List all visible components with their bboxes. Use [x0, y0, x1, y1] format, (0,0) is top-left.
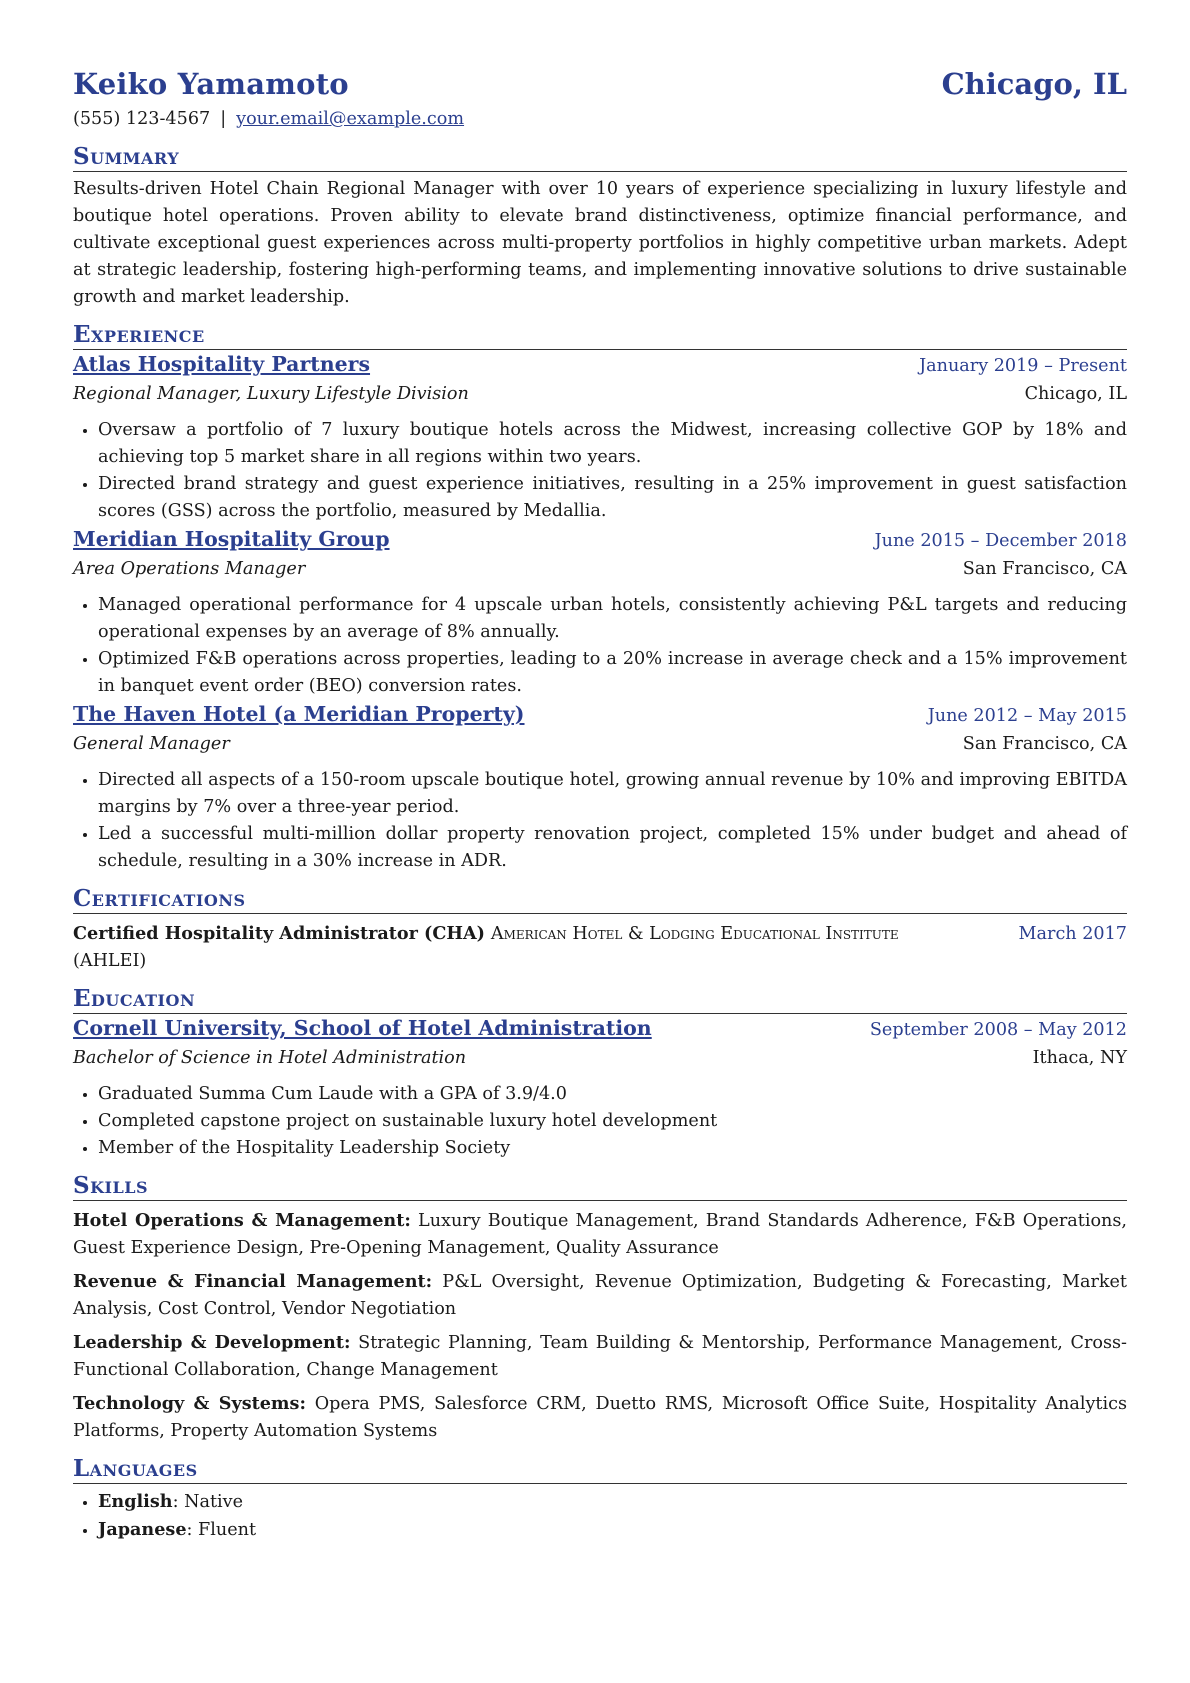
- phone: (555) 123-4567: [73, 109, 211, 129]
- language-name: English: [98, 1491, 173, 1512]
- skill-text: P&L Oversight, Revenue Optimization, Budgeting & Forecasting, Market Analysis, Cost Control, Vendor Negotiation: [73, 1272, 1128, 1319]
- education-bullets: [73, 1081, 1127, 1162]
- skill-text: Opera PMS, Salesforce CRM, Duetto RMS, Microsoft Office Suite, Hospitality Analytics Platforms, Property Automation Systems: [73, 1394, 1128, 1441]
- contact-line: [73, 106, 1127, 133]
- skill-group: [73, 1329, 1127, 1384]
- job-location: Chicago, IL: [1024, 384, 1127, 404]
- skill-text: Strategic Planning, Team Building & Mentorship, Performance Management, Cross-Functional Collaboration, Change Management: [73, 1333, 1128, 1380]
- job-role: Area Operations Manager: [73, 559, 306, 579]
- job-dates: June 2012 – May 2015: [927, 706, 1127, 726]
- header: [73, 64, 1127, 104]
- skill-group: [73, 1390, 1127, 1445]
- bullet-item: • Directed all aspects of a 150-room upscale boutique hotel, growing annual revenue by 10% and improving EBITDA margins by 7% over a three-year period.: [98, 767, 1127, 821]
- skill-label: Technology & Systems:: [73, 1393, 306, 1414]
- language-name: Japanese: [98, 1519, 187, 1540]
- job-entry: [73, 350, 1127, 525]
- skill-text: Luxury Boutique Management, Brand Standards Adherence, F&B Operations, Guest Experience Design, Pre-Opening Management, Quality Assurance: [73, 1211, 1128, 1258]
- company-link[interactable]: Meridian Hospitality Group: [73, 527, 390, 551]
- skill-label: Leadership & Development:: [73, 1332, 351, 1353]
- education-dates: September 2008 – May 2012: [869, 1020, 1127, 1040]
- section-title-summary: Summary: [73, 143, 1127, 172]
- bullet-item: • Directed brand strategy and guest experience initiatives, resulting in a 25% improvement in guest satisfaction scores (GSS) across the portfolio, measured by Medallia.: [98, 471, 1127, 525]
- section-title-education: Education: [73, 985, 1127, 1014]
- section-title-skills: Skills: [73, 1172, 1127, 1201]
- bullet-item: • Member of the Hospitality Leadership Society: [98, 1135, 1127, 1162]
- certification-org-abbr: (AHLEI): [73, 951, 147, 971]
- language-item: [98, 1516, 1127, 1544]
- language-level: : Fluent: [186, 1520, 257, 1540]
- skill-group: [73, 1268, 1127, 1323]
- bullet-item: • Completed capstone project on sustainable luxury hotel development: [98, 1108, 1127, 1135]
- job-role: Regional Manager, Luxury Lifestyle Division: [73, 384, 469, 404]
- school-link[interactable]: Cornell University, School of Hotel Administration: [73, 1016, 652, 1040]
- job-dates: June 2015 – December 2018: [874, 531, 1127, 551]
- skill-group: [73, 1207, 1127, 1262]
- education-entry: [73, 1014, 1127, 1162]
- skill-label: Revenue & Financial Management:: [73, 1271, 433, 1292]
- company-link[interactable]: The Haven Hotel (a Meridian Property): [73, 702, 525, 726]
- contact-separator: |: [220, 109, 227, 129]
- bullet-item: • Led a successful multi-million dollar property renovation project, completed 15% under budget and ahead of schedule, resulting in a 30% increase in ADR.: [98, 821, 1127, 875]
- summary-text: Results-driven Hotel Chain Regional Manager with over 10 years of experience specializing in luxury lifestyle and boutique hotel operations. Proven ability to elevate brand distinctiveness, optimize financial performance, and cultivate exceptional guest experiences across multi-property portfolios in highly competitive urban markets. Adept at strategic leadership, fostering high-performing teams, and implementing innovative solutions to drive sustainable growth and market leadership.: [73, 179, 1127, 307]
- certification-date: March 2017: [1018, 924, 1127, 944]
- bullet-item: • Managed operational performance for 4 upscale urban hotels, consistently achieving P&L targets and reducing operational expenses by an average of 8% annually.: [98, 592, 1127, 646]
- language-item: [98, 1488, 1127, 1516]
- company-link[interactable]: Atlas Hospitality Partners: [73, 352, 371, 376]
- certification-entry: [73, 920, 1127, 948]
- education-location: Ithaca, NY: [1032, 1048, 1127, 1068]
- language-list: [73, 1488, 1127, 1544]
- bullet-item: • Optimized F&B operations across properties, leading to a 20% increase in average check and a 15% improvement in banquet event order (BEO) conversion rates.: [98, 646, 1127, 700]
- job-entry: [73, 525, 1127, 700]
- email-link[interactable]: your.email@example.com: [236, 109, 465, 129]
- job-location: San Francisco, CA: [962, 559, 1127, 579]
- job-bullets: [73, 767, 1127, 875]
- skill-label: Hotel Operations & Management:: [73, 1210, 411, 1231]
- degree: Bachelor of Science in Hotel Administration: [73, 1048, 467, 1068]
- bullet-item: • Graduated Summa Cum Laude with a GPA of 3.9/4.0: [98, 1081, 1127, 1108]
- job-entry: [73, 700, 1127, 875]
- language-level: : Native: [172, 1492, 244, 1512]
- section-title-languages: Languages: [73, 1455, 1127, 1484]
- candidate-name: Keiko Yamamoto: [73, 67, 349, 101]
- job-location: San Francisco, CA: [962, 734, 1127, 754]
- section-title-certifications: Certifications: [73, 885, 1127, 914]
- certification-org: American Hotel & Lodging Educational Institute: [490, 924, 899, 944]
- job-bullets: [73, 592, 1127, 700]
- candidate-location: Chicago, IL: [941, 67, 1127, 101]
- bullet-item: • Oversaw a portfolio of 7 luxury boutique hotels across the Midwest, increasing collective GOP by 18% and achieving top 5 market share in all regions within two years.: [98, 417, 1127, 471]
- job-role: General Manager: [73, 734, 230, 754]
- job-bullets: [73, 417, 1127, 525]
- section-title-experience: Experience: [73, 321, 1127, 350]
- certification-name: Certified Hospitality Administrator (CHA): [73, 923, 485, 944]
- job-dates: January 2019 – Present: [919, 356, 1127, 376]
